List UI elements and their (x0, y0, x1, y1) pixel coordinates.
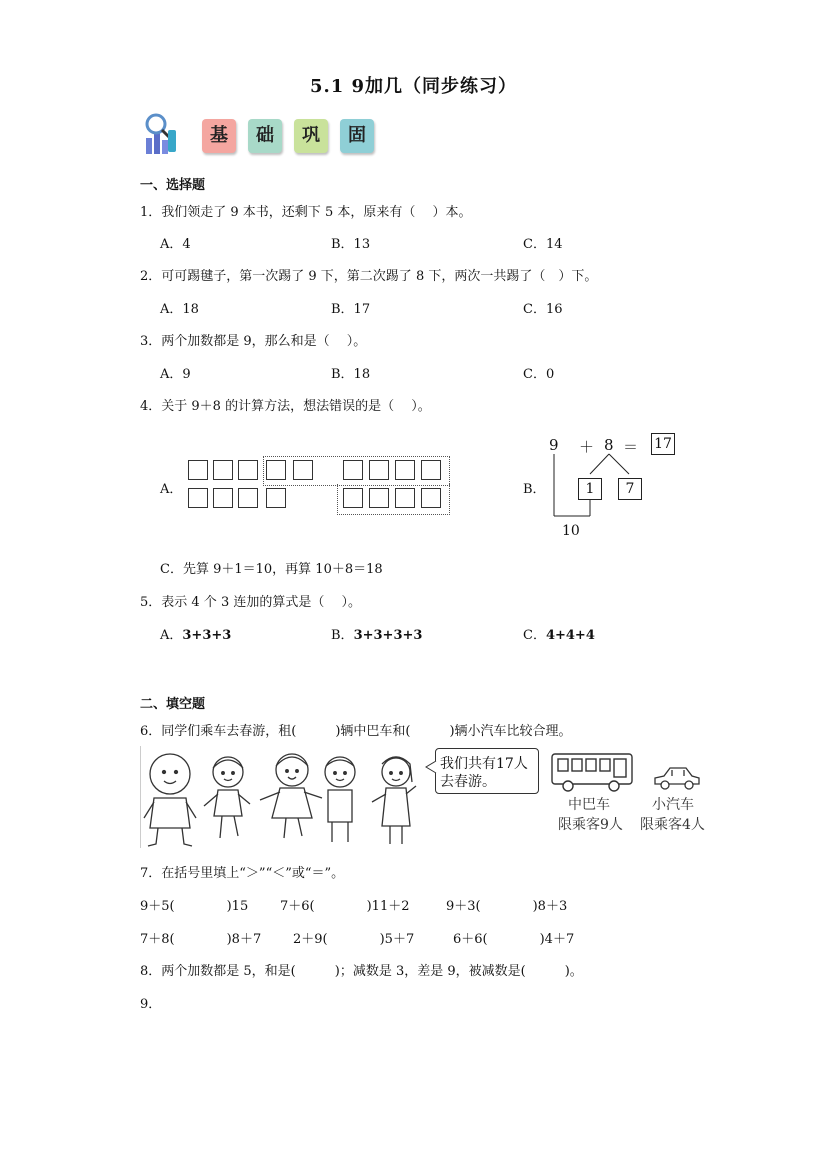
q1-option-c[interactable]: C．14 (523, 237, 563, 252)
car-limit: 限乘客4人 (640, 817, 705, 833)
split-number-diagram (545, 432, 685, 542)
q3-option-a[interactable]: A．9 (160, 367, 191, 382)
q4-option-c[interactable]: C．先算 9＋1＝10，再算 10＋8＝18 (160, 562, 383, 577)
q5-option-b[interactable] (331, 624, 422, 643)
q2-option-a[interactable]: A．18 (160, 302, 199, 317)
section-choice-heading: 一、选择题 (140, 178, 206, 193)
question-3: 3．两个加数都是 9，那么和是（ ）。 (140, 334, 367, 349)
page-title: 5.1 9加几（同步练习） (309, 76, 518, 97)
car-name: 小汽车 (652, 797, 694, 813)
banner-char-3: 巩 (294, 119, 328, 153)
q2-option-b[interactable]: B．17 (331, 302, 371, 317)
question-4: 4．关于 9＋8 的计算方法，想法错误的是（ ）。 (140, 399, 431, 414)
question-8: 8．两个加数都是 5，和是( )；减数是 3，差是 9，被减数是( )。 (140, 964, 583, 979)
diagram-sum-box: 17 (651, 433, 675, 455)
speech-bubble-line-2: 去春游。 (440, 774, 496, 790)
q5-option-c-label: C． (523, 628, 546, 643)
bus-name: 中巴车 (568, 797, 610, 813)
q5-option-a-label: A． (160, 628, 183, 643)
bus-icon (550, 750, 636, 794)
diagram-part-7-box: 7 (618, 478, 642, 500)
q5-option-b-label: B． (331, 628, 354, 643)
section-fill-heading: 二、填空题 (140, 697, 206, 712)
q1-option-b[interactable]: B．13 (331, 237, 371, 252)
square-grid-figure (186, 458, 448, 516)
q5-option-a[interactable] (160, 624, 231, 643)
banner-char-1: 基 (202, 119, 236, 153)
q2-option-c[interactable]: C．16 (523, 302, 563, 317)
bus-limit: 限乘客9人 (558, 817, 623, 833)
q5-option-b-expr: 3+3+3+3 (353, 628, 423, 643)
children-drawing (140, 746, 430, 850)
q7-item-6[interactable]: 6＋6( )4＋7 (453, 932, 575, 947)
diagram-plus: ＋ (579, 438, 595, 456)
question-6: 6．同学们乘车去春游，租( )辆中巴车和( )辆小汽车比较合理。 (140, 724, 572, 739)
question-2: 2．可可踢毽子，第一次踢了 9 下，第二次踢了 8 下，两次一共踢了（ ）下。 (140, 269, 598, 284)
q5-option-c-expr: 4+4+4 (545, 628, 595, 643)
question-7: 7．在括号里填上“＞”“＜”或“＝”。 (140, 866, 345, 881)
diagram-part-1-box: 1 (578, 478, 602, 500)
q4-option-a[interactable]: A． (160, 482, 183, 497)
q4-option-b[interactable]: B． (523, 482, 546, 497)
q7-item-4[interactable]: 7＋8( )8＋7 (140, 932, 262, 947)
q7-item-5[interactable]: 2＋9( )5＋7 (293, 932, 415, 947)
diagram-number-9: 9 (549, 436, 559, 454)
q7-item-3[interactable]: 9＋3( )8＋3 (446, 899, 568, 914)
magnifier-icon (140, 110, 188, 160)
q7-item-1[interactable]: 9＋5( )15 (140, 899, 249, 914)
banner-char-2: 础 (248, 119, 282, 153)
diagram-ten: 10 (562, 523, 580, 539)
diagram-number-8: 8 (604, 436, 614, 454)
section-banner (140, 110, 400, 160)
question-9: 9． (140, 997, 162, 1012)
speech-bubble (435, 748, 539, 794)
q3-option-c[interactable]: C．0 (523, 367, 555, 382)
q7-item-2[interactable]: 7＋6( )11＋2 (280, 899, 410, 914)
banner-char-4: 固 (340, 119, 374, 153)
q3-option-b[interactable]: B．18 (331, 367, 371, 382)
car-icon (652, 764, 702, 794)
diagram-equals: ＝ (623, 438, 639, 456)
speech-bubble-line-1: 我们共有17人 (440, 756, 528, 772)
q1-option-a[interactable]: A．4 (160, 237, 191, 252)
question-5: 5．表示 4 个 3 连加的算式是（ ）。 (140, 595, 361, 610)
spring-trip-illustration (140, 746, 720, 850)
question-1: 1．我们领走了 9 本书，还剩下 5 本，原来有（ ）本。 (140, 205, 472, 220)
q5-option-c[interactable] (523, 624, 595, 643)
q5-option-a-expr: 3+3+3 (182, 628, 232, 643)
